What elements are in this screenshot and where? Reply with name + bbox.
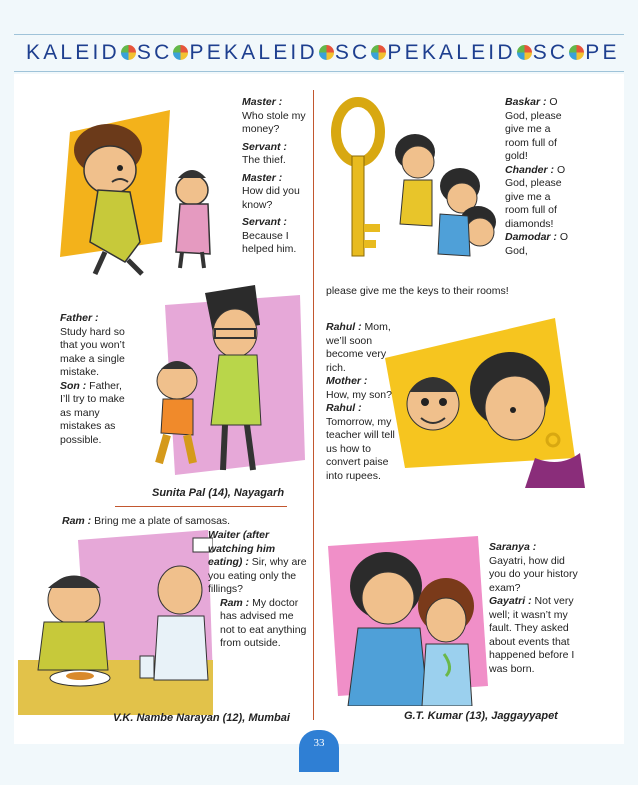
credit-sunita: Sunita Pal (14), Nayagarh xyxy=(152,487,285,499)
flower-o-icon xyxy=(517,45,532,60)
speaker-label: Waiter (after watching him eating) : xyxy=(208,529,276,568)
speaker-label: Baskar : xyxy=(505,96,547,108)
speaker-label: Mother : xyxy=(326,375,368,387)
masthead-word: KALEID SC PE xyxy=(223,41,422,64)
dialogue-text: The thief. xyxy=(242,154,286,166)
dialogue-text: O God, xyxy=(505,231,569,257)
joke-saranya-gayatri xyxy=(489,541,581,676)
dialogue-text: Gayatri, how did you do your history exam? xyxy=(489,554,578,594)
credit-narayan: V.K. Nambe Narayan (12), Mumbai xyxy=(113,712,290,724)
dialogue-text: Father, I’ll try to make as many mistakes as possible. xyxy=(60,379,125,446)
masthead-word: KALEID SC PE xyxy=(26,41,224,64)
dialogue-text: How did you know? xyxy=(242,185,300,211)
dialogue-text: Mom, we’ll soon become very rich. xyxy=(326,321,391,374)
credit-kumar: G.T. Kumar (13), Jaggayyapet xyxy=(404,710,558,722)
illustration-master-servant xyxy=(50,92,235,277)
dialogue-text: O God, please give me a room full of diamonds! xyxy=(505,163,566,230)
masthead-word: KALEID SC PE xyxy=(421,41,620,64)
speaker-label: Master : xyxy=(242,96,283,108)
masthead xyxy=(14,34,624,72)
speaker-label: Ram : xyxy=(62,515,92,527)
flower-o-icon xyxy=(319,45,334,60)
page-number: 33 xyxy=(299,730,339,772)
speaker-label: Saranya : xyxy=(489,541,537,553)
speaker-label: Servant : xyxy=(242,216,287,228)
joke-rahul-mother xyxy=(326,321,402,483)
illustration-father-son xyxy=(135,285,310,480)
illustration-rahul-mother xyxy=(385,318,590,488)
speaker-label: Rahul : xyxy=(326,402,362,414)
speaker-label: Rahul : xyxy=(326,321,362,333)
speaker-label: Gayatri : xyxy=(489,595,532,607)
dialogue-text: Who stole my money? xyxy=(242,109,306,135)
flower-o-icon xyxy=(173,45,188,60)
speaker-label: Damodar : xyxy=(505,231,557,243)
illustration-key-boys xyxy=(320,94,505,269)
dialogue-text: Sir, why are you eating only the fillings? xyxy=(208,556,307,595)
dialogue-text: Because I helped him. xyxy=(242,229,297,255)
dialogue-text: Tomorrow, my teacher will tell us how to convert paise into rupees. xyxy=(326,415,395,482)
joke-keys-punchline: please give me the keys to their rooms! xyxy=(326,285,509,297)
dialogue-text: Study hard so that you won’t make a single mistake. xyxy=(60,325,125,378)
flower-o-icon xyxy=(371,45,386,60)
section-divider xyxy=(115,506,287,507)
speaker-label: Son : xyxy=(60,379,87,392)
flower-o-icon xyxy=(121,45,136,60)
dialogue-text: How, my son? xyxy=(326,388,392,401)
dialogue-text: My doctor has advised me not to eat anything from outside. xyxy=(220,596,307,649)
joke-keys xyxy=(505,96,571,258)
joke-father-son xyxy=(60,312,134,447)
speaker-label: Ram : xyxy=(220,596,250,609)
joke-ram-waiter xyxy=(208,529,308,651)
illustration-ram-waiter xyxy=(18,530,213,715)
flower-o-icon xyxy=(569,45,584,60)
column-divider xyxy=(313,90,314,720)
speaker-label: Father : xyxy=(60,312,99,324)
illustration-saranya-gayatri xyxy=(328,536,488,706)
joke-master-servant xyxy=(242,96,310,257)
joke-ram-line1 xyxy=(62,515,312,529)
speaker-label: Servant : xyxy=(242,140,287,153)
dialogue-text: Not very well; it wasn’t my fault. They asked about events that happened before I was born. xyxy=(489,595,575,675)
dialogue-text: Bring me a plate of samosas. xyxy=(94,515,231,527)
speaker-label: Chander : xyxy=(505,163,555,176)
speaker-label: Master : xyxy=(242,171,283,184)
dialogue-text: O God, please give me a room full of gold! xyxy=(505,96,562,162)
